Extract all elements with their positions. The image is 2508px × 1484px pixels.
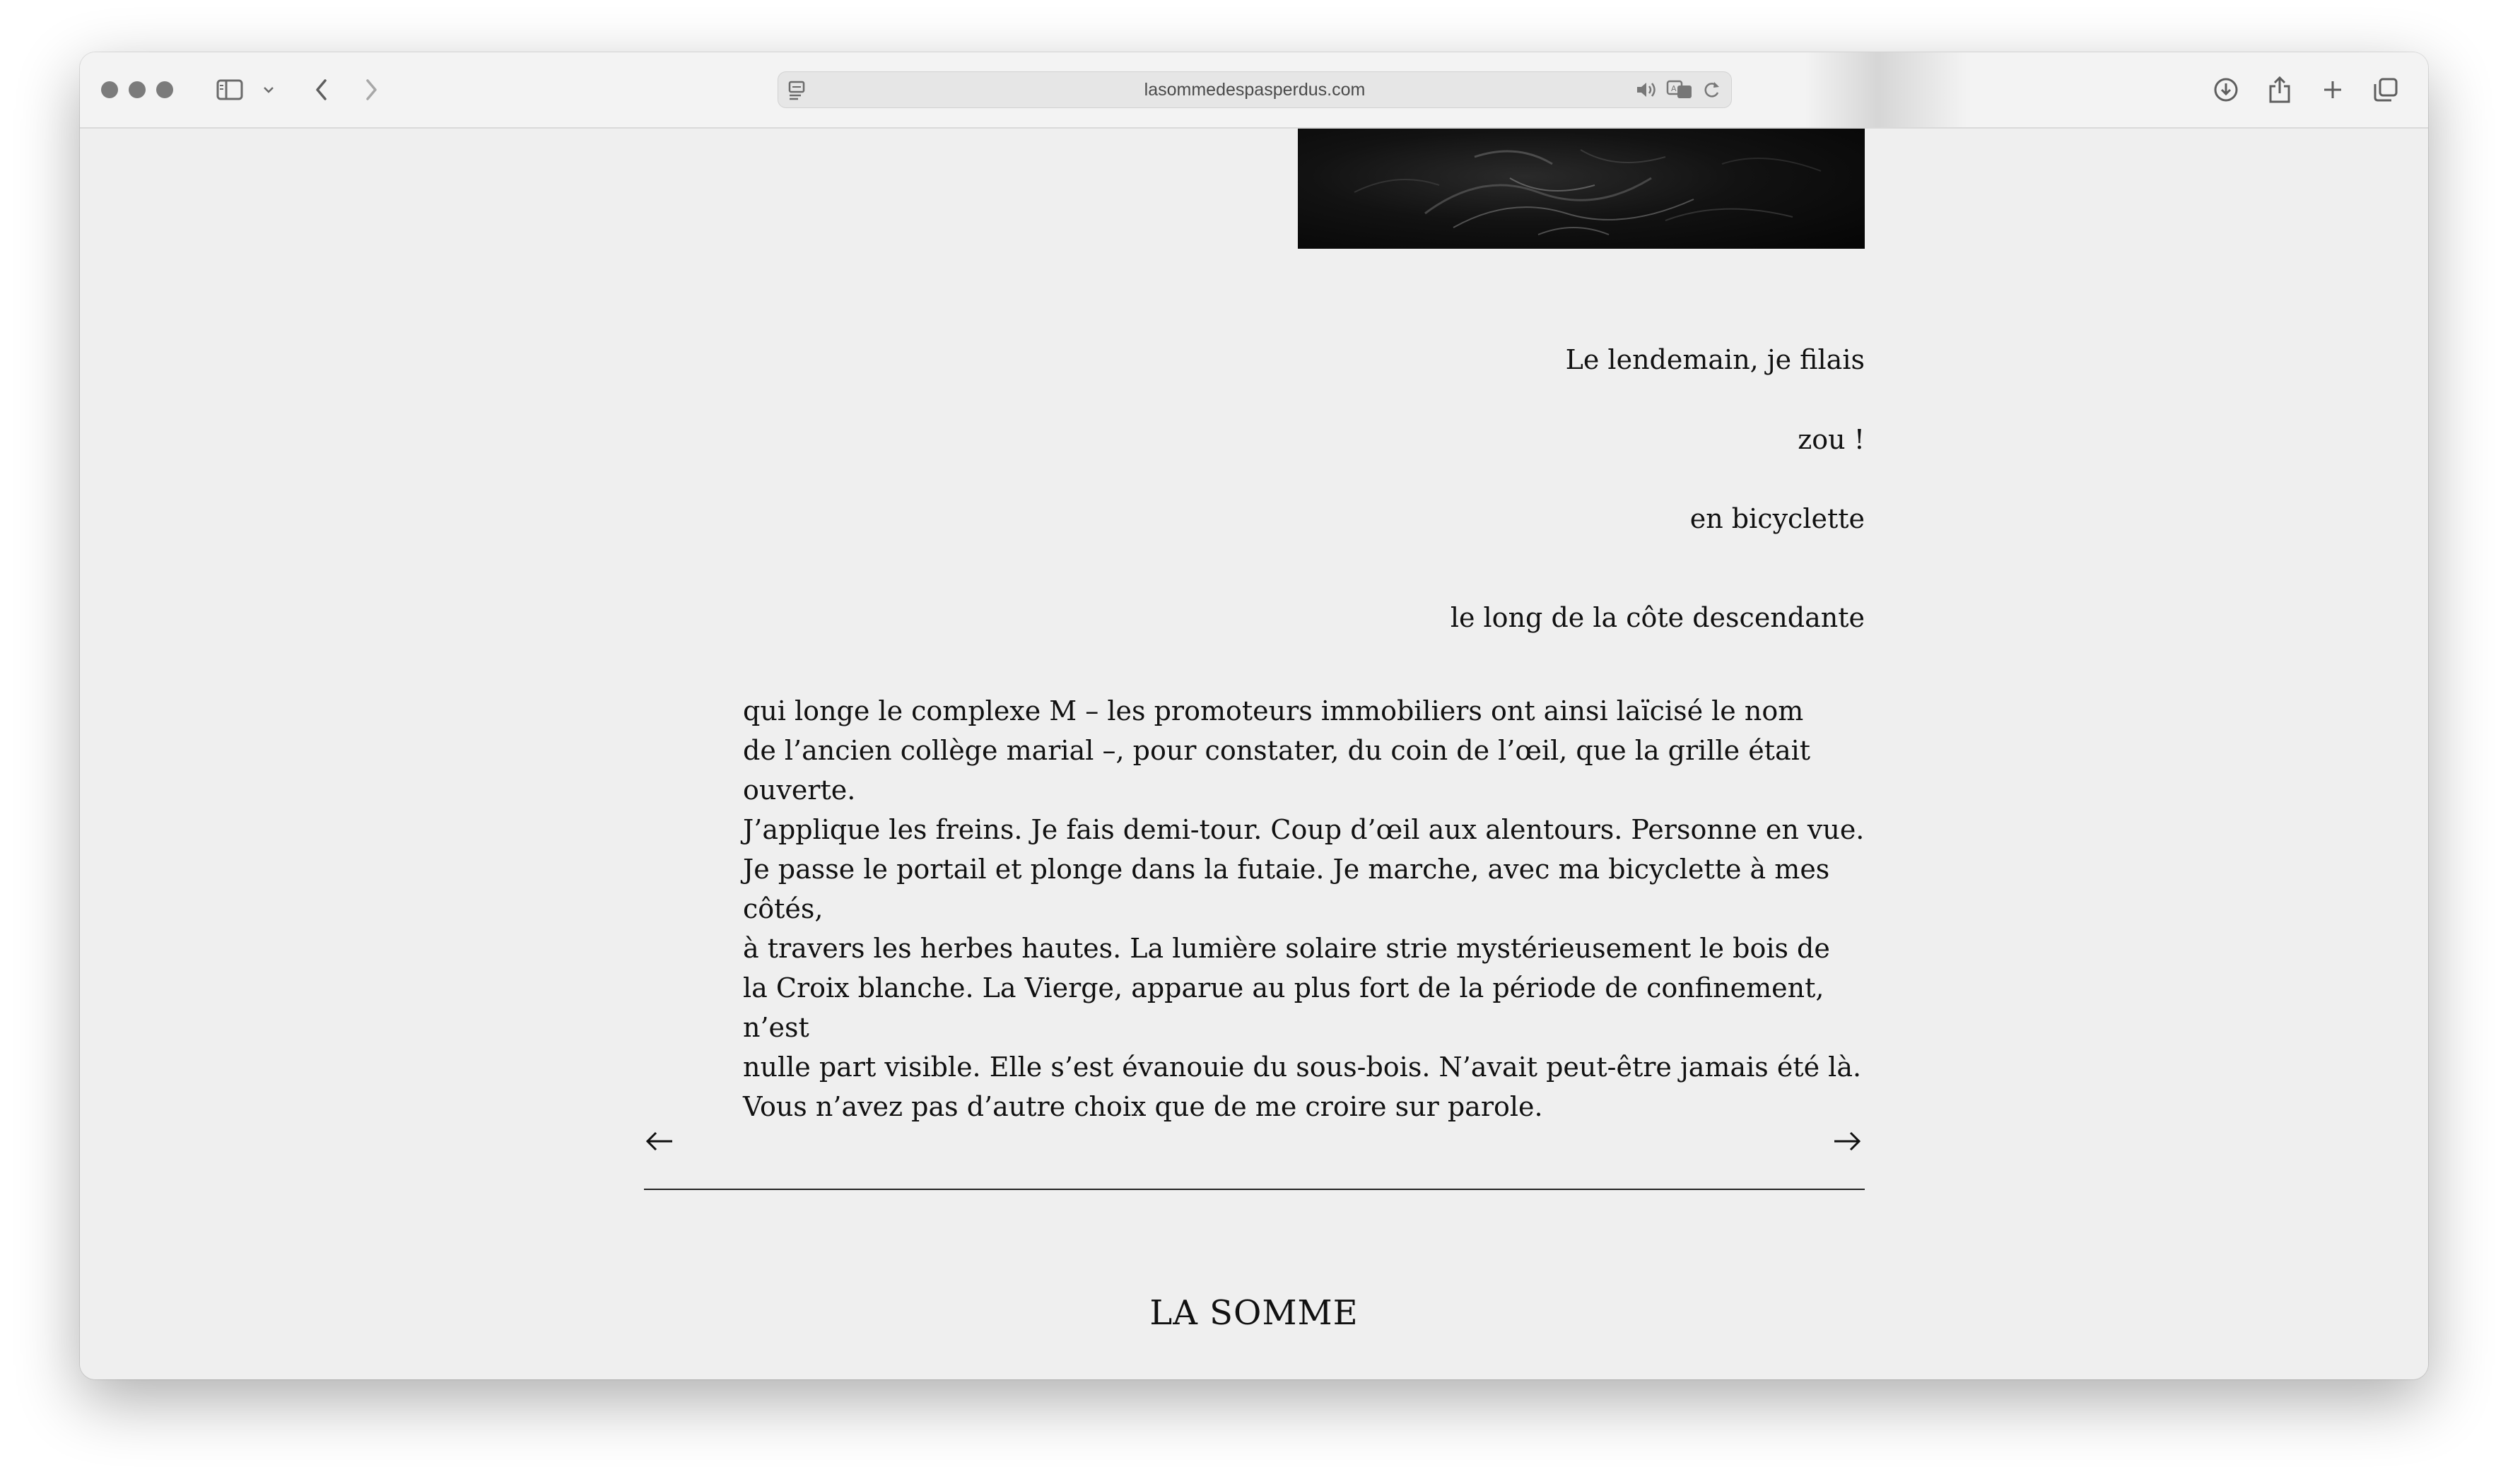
sidebar-icon <box>216 79 243 100</box>
svg-text:A: A <box>1671 84 1677 93</box>
back-button[interactable] <box>307 72 336 107</box>
url-text[interactable]: lasommedespasperdus.com <box>1144 79 1366 100</box>
arrow-left-icon <box>644 1129 675 1153</box>
speaker-icon[interactable] <box>1635 79 1658 100</box>
zoom-window-button[interactable] <box>156 81 173 98</box>
tab-group-menu-button[interactable] <box>261 72 276 107</box>
forest-photo <box>1298 129 1865 249</box>
nav-divider <box>644 1189 1865 1190</box>
share-icon <box>2268 76 2292 104</box>
tab-overview-button[interactable] <box>2372 72 2400 107</box>
arrow-right-icon <box>1832 1129 1863 1153</box>
download-icon <box>2213 77 2239 102</box>
verse-line-1: Le lendemain, je filais <box>1565 344 1865 375</box>
body-paragraph: qui longe le complexe M – les promoteurs immobiliers ont ainsi laïcisé le nom de l’ancien collège marial –, pour constater, du coin de l’œil, que la grille était ouverte. J’applique les freins. Je fais demi-tour. Coup d’œil aux alentours. Personne en vue. Je passe le portail et plonge dans la futaie. Je marche, avec ma bicyclette à mes côtés, à travers les herbes hautes. La lumière solaire strie mystérieusement le bois de la Croix blanche. La Vierge, apparue au plus fort de la période de confinement, n’est nulle part visible. Elle s’est évanouie du sous-bois. N’avait peut-être jamais été là. Vous n’avez pas d’autre choix que de me croire sur parole. <box>743 695 1865 1122</box>
new-tab-button[interactable] <box>2319 72 2347 107</box>
tab-overview-icon <box>2373 77 2398 102</box>
forward-button[interactable] <box>357 72 385 107</box>
sidebar-toggle-button[interactable] <box>214 72 245 107</box>
verse-line-2: zou ! <box>1798 424 1865 455</box>
close-window-button[interactable] <box>101 81 118 98</box>
next-page-button[interactable] <box>1832 1129 1863 1157</box>
page-content <box>80 129 2428 1379</box>
reload-icon[interactable] <box>1701 79 1721 100</box>
new-tab-icon <box>2322 79 2343 100</box>
address-bar[interactable] <box>778 71 1732 108</box>
toolbar-shadow <box>1805 52 1967 127</box>
share-button[interactable] <box>2266 72 2294 107</box>
previous-page-button[interactable] <box>644 1129 675 1157</box>
verse-line-4: le long de la côte descendante <box>1450 602 1865 633</box>
minimize-window-button[interactable] <box>129 81 146 98</box>
browser-window <box>80 52 2428 1379</box>
back-icon <box>314 78 329 102</box>
translate-icon[interactable] <box>1666 79 1693 100</box>
chevron-down-icon <box>263 86 274 94</box>
browser-toolbar <box>80 52 2428 129</box>
verse-line-3: en bicyclette <box>1689 503 1865 534</box>
site-title[interactable]: LA SOMME <box>1149 1293 1359 1333</box>
downloads-button[interactable] <box>2212 72 2240 107</box>
forward-icon <box>363 78 379 102</box>
